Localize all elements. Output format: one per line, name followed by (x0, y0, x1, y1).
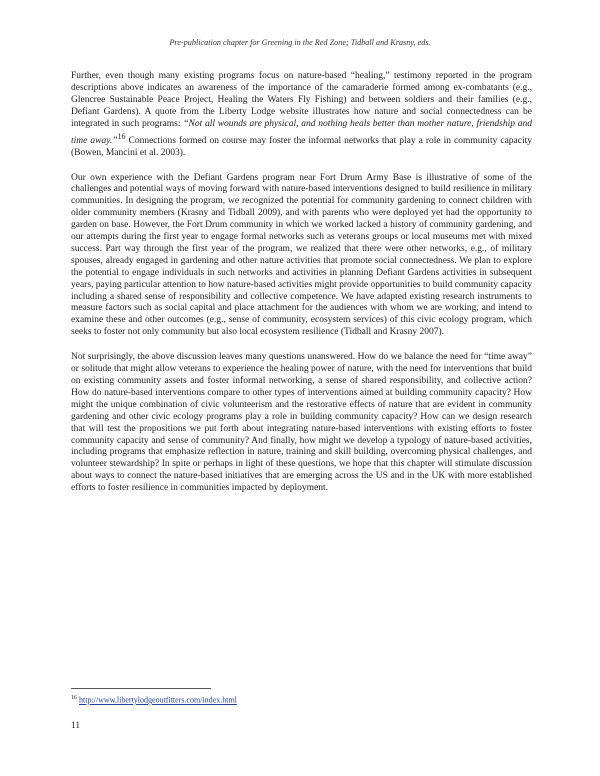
footnote-number: 16 (71, 695, 77, 701)
footnote-link[interactable]: http://www.libertylodgeoutfitters.com/index.html (79, 695, 237, 705)
footnote-reference[interactable]: 16 (117, 131, 126, 141)
running-header: Pre-publication chapter for Greening in the Red Zone; Tidball and Krasny, eds. (169, 38, 431, 47)
paragraph-1 (71, 71, 532, 160)
footnote-divider (71, 688, 211, 689)
footnote (71, 693, 237, 706)
liberty-lodge-quote: “Not all wounds are physical, and nothing heals better than mother nature, friendship and time away.” (71, 118, 532, 146)
paragraph-1-continuation: Connections formed on course may foster the informal networks that play a role in community capacity (Bowen, Mancini et al. 2003). (71, 135, 532, 158)
paragraph-1-text: Further, even though many existing programs focus on nature-based “healing,” testimony reported in the program descriptions above indicates an awareness of the importance of the camaraderie formed among ex-combatants (e.g., Glencree Sustainable Peace Project, Healing the Waters Fly Fishing) and between soldiers and their families (e.g., Defiant Gardens). A quote from the Liberty Lodge website illustrates how nature and social connectedness can be integrated in such programs: (71, 71, 532, 129)
paragraph-2: Our own experience with the Defiant Gardens program near Fort Drum Army Base is illustrative of some of the challenges and potential ways of moving forward with nature-based interventions designed to build resilience in military communities. In designing the program, we recognized the potential for community gardening to connect children with older community members (Krasny and Tidball 2009), and with parents who were deployed yet had the opportunity to garden on base. However, the Fort Drum community in which we worked lacked a history of community gardening, and our attempts during the first year to engage formal networks such as veterans groups or local museums met with mixed success. Part way through the first year of the program, we realized that there were other networks, e.g., of military spouses, already engaged in gardening and other nature activities that promote social connectedness. We plan to explore the potential to engage individuals in such networks and activities in planning Defiant Gardens activities in subsequent years, paying particular attention to how nature-based activities might provide opportunities to build community capacity including a shared sense of responsibility and collective competence. We have adapted existing research instruments to measure factors such as social capital and place attachment for the audiences with whom we are working, and intend to examine these and other outcomes (e.g., sense of community, ecosystem services) of this civic ecology program, which seeks to foster not only community but also local ecosystem resilience (Tidball and Krasny 2007). (71, 172, 532, 338)
paragraph-3: Not surprisingly, the above discussion leaves many questions unanswered. How do we balance the need for “time away” or solitude that might allow veterans to experience the healing power of nature, with the need for interventions that build on existing community assets and foster informal networking, a sense of shared responsibility, and collective action? How do nature-based interventions compare to other types of interventions aimed at building community capacity? How might the unique combination of civic volunteerism and the restorative effects of nature that are evident in community gardening and other civic ecology programs play a role in building community capacity? How can we design research that will test the propositions we put forth about integrating nature-based interventions with existing efforts to foster community capacity and sense of community? And finally, how might we develop a typology of nature-based activities, including programs that emphasize reflection in nature, training and skill building, overcoming physical challenges, and volunteer stewardship? In spite or perhaps in light of these questions, we hope that this chapter will stimulate discussion about ways to connect the nature-based initiatives that are emerging across the US and in the UK with more established efforts to foster resilience in communities impacted by deployment. (71, 352, 532, 494)
page-number: 11 (71, 721, 81, 731)
body-text (71, 71, 532, 508)
